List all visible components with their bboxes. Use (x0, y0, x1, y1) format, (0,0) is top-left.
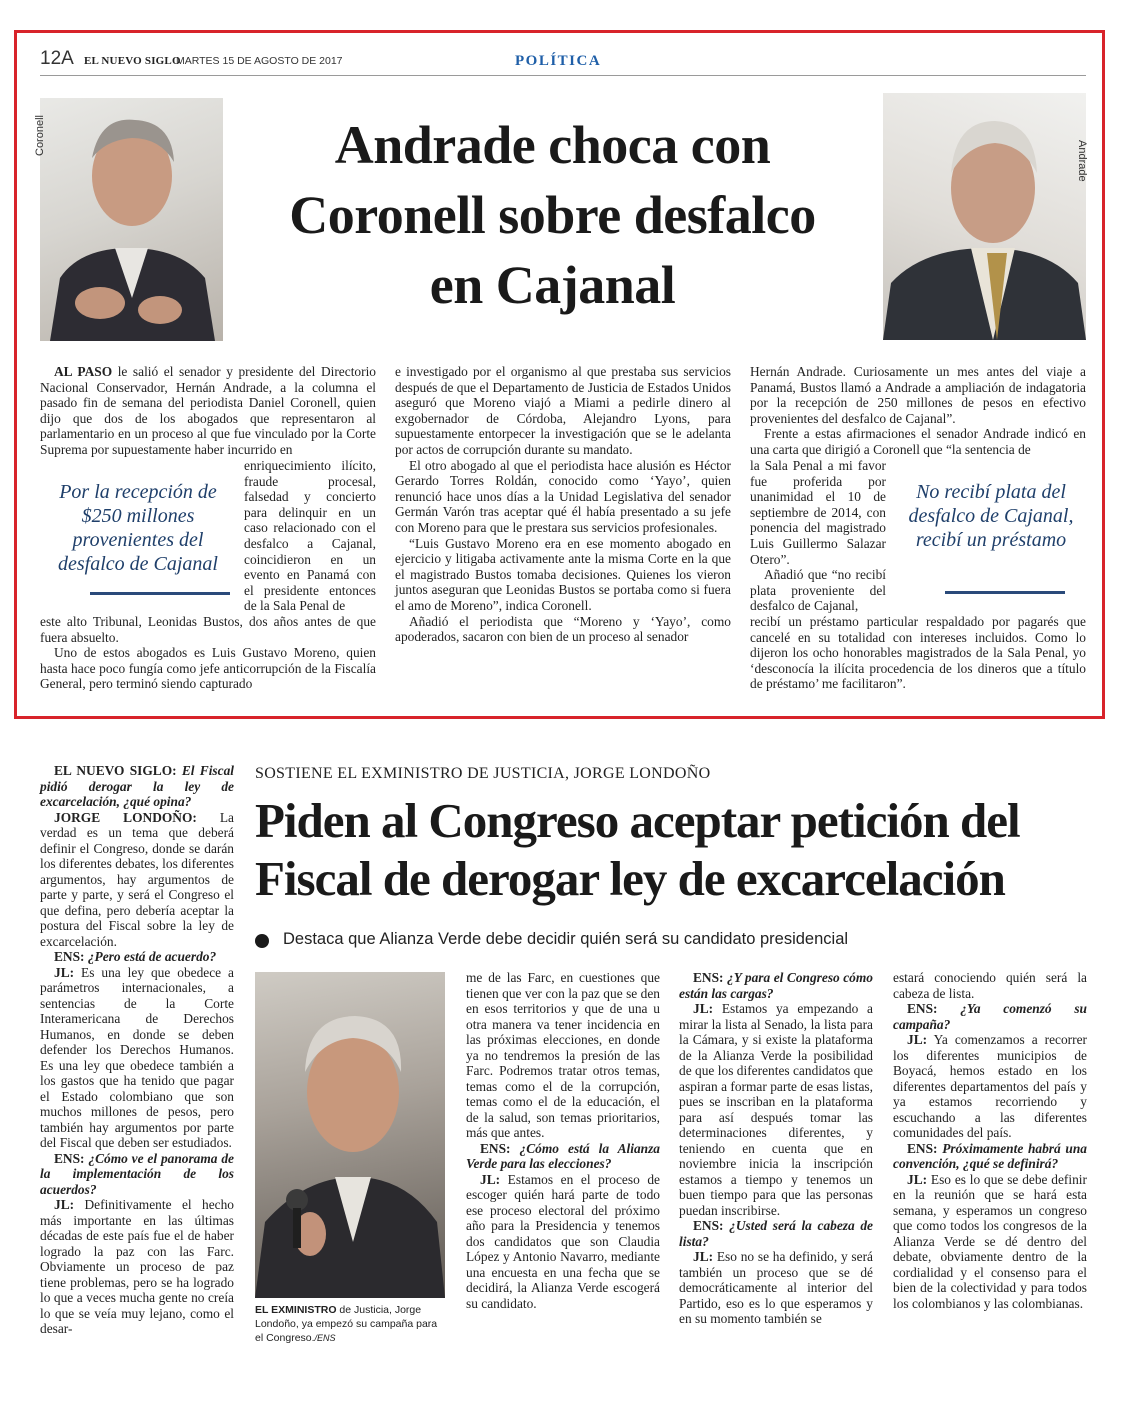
answer-text: Es una ley que obedece a parámetros internacionales, a sentencias de la Corte Interamericana de Derechos Humanos, en donde se deben defender los Derechos Humanos. Es una ley que obedece también a los gastos que ha tenido que pagar el Estado colombiano que son muchos millones de pesos, pero también hay argumentos por parte del Fiscal que deben ser estudiados. (40, 964, 234, 1150)
interview-col3 (679, 970, 873, 1327)
paragraph-text: este alto Tribunal, Leonidas Bustos, dos años antes de que fuera absuelto. (40, 614, 376, 645)
interview-question (893, 1001, 1087, 1032)
story2-subhead: Destaca que Alianza Verde debe decidir quién será su candidato presidencial (283, 930, 849, 948)
question-text: ¿Y para el Congreso cómo están las cargas? (679, 970, 873, 1001)
interview-col4 (893, 970, 1087, 1311)
speaker-label: ENS: (693, 1218, 724, 1233)
story1-col3-bottom (750, 614, 1086, 692)
interview-col2 (466, 970, 660, 1311)
photo-credit: /ENS (314, 1333, 336, 1343)
pullquote-right-rule (945, 591, 1065, 594)
interview-answer (679, 1001, 873, 1218)
paragraph-text: le salió el senador y presidente del Directorio Nacional Conservador, Hernán Andrade, a la columna el pasado fin de semana del periodista Daniel Coronell, quien dijo que dos de los abogados que representaron al parlamentario en un proceso al que fue vinculado por la Corte Suprema por supuestamente haber incurrido en (40, 364, 376, 457)
question-text: ¿Cómo está la Alianza Verde para las elecciones? (466, 1140, 660, 1171)
coronell-photo-image (40, 98, 223, 341)
interview-answer (679, 1249, 873, 1327)
paragraph-text: Hernán Andrade. Curiosamente un mes antes del viaje a Panamá, Bustos llamó a Andrade a ampliación de indagatoria por la recepción de 250 millones de pesos en efectivo provenientes del desfalco de Cajanal”. (750, 364, 1086, 426)
bullet-icon (255, 934, 269, 948)
speaker-label: ENS: (480, 1140, 511, 1156)
interview-question (679, 970, 873, 1001)
caption-text: de Justicia, Jorge Londoño, ya empezó su campaña para el Congreso. (255, 1304, 438, 1344)
story2-headline-line: Fiscal de derogar ley de excarcelación (255, 851, 1005, 906)
interview-question (40, 1151, 234, 1198)
interview-question (466, 1141, 660, 1172)
paragraph-text: Uno de estos abogados es Luis Gustavo Moreno, quien hasta hace poco fungía como jefe anticorrupción de la Fiscalía General, pero terminó siendo capturado (40, 645, 376, 692)
answer-text: La verdad es un tema que deberá definir el Congreso, donde se darán los diferentes debates, los diferentes argumentos, hay argumentos de parte y parte, y será el Congreso el que defina, pero debería aceptar la postura del Fiscal sobre la ley de excarcelación. (40, 809, 234, 949)
question-text: ¿Pero está de acuerdo? (84, 949, 217, 964)
andrade-photo (883, 93, 1086, 340)
interview-answer (893, 1172, 1087, 1312)
story1-col2 (395, 364, 731, 645)
pullquote-right: No recibí plata del desfalco de Cajanal, recibí un préstamo (908, 481, 1074, 551)
question-text: ¿Ya comenzó su campaña? (893, 1001, 1087, 1032)
story1-col1-bottom (40, 614, 376, 692)
question-text: ¿Cómo ve el panorama de la implementación de los acuerdos? (40, 1150, 234, 1197)
speaker-label: ENS: (54, 949, 85, 964)
pullquote-left: Por la recepción de $250 millones provenientes del desfalco de Cajanal (58, 481, 218, 575)
speaker-label: ENS: (907, 1140, 938, 1156)
interview-answer (40, 1197, 234, 1337)
paragraph-text: la Sala Penal a mi favor fue proferida por unanimidad el 10 de septiembre de 2014, con ponencia del magistrado Luis Guillermo Salazar Otero”. (750, 458, 886, 567)
paragraph-text: Frente a estas afirmaciones el senador Andrade indicó en una carta que dirigió a Coronell que “la sentencia de (750, 426, 1086, 457)
interview-answer (40, 810, 234, 950)
interview-col1 (40, 763, 234, 1337)
pullquote-left-rule (90, 592, 230, 595)
speaker-label: JL: (693, 1001, 714, 1016)
story1-col3-top (750, 364, 1086, 458)
interview-answer (40, 965, 234, 1151)
speaker-label: JL: (480, 1171, 501, 1187)
story2-kicker: SOSTIENE EL EXMINISTRO DE JUSTICIA, JORGE LONDOÑO (255, 765, 711, 782)
speaker-label: JL: (693, 1249, 714, 1264)
interview-question (40, 949, 234, 965)
question-text: El Fiscal pidió derogar la ley de excarcelación, ¿qué opina? (40, 763, 234, 809)
header-rule (40, 75, 1086, 76)
answer-text: Definitivamente el hecho más importante en las últimas décadas de este país fue el de haber logrado la paz con las Farc. Obviamente un proceso de paz tiene problemas, pero se ha logrado lo que a veces mucha gente no creía lo que se veía muy lejano, como el desar- (40, 1197, 234, 1336)
coronell-photo-caption: Coronell (34, 115, 46, 156)
story1-col1-narrow (244, 458, 376, 614)
section-label: POLÍTICA (515, 53, 602, 69)
answer-text: Eso no se ha definido, y será también un proceso que se dé democráticamente al interior del Partido, eso es lo que esperamos y en su momento también se (679, 1249, 873, 1326)
londono-photo-image (255, 972, 445, 1298)
story2-headline-line: Piden al Congreso aceptar petición del (255, 793, 1020, 848)
interview-question (893, 1141, 1087, 1172)
answer-continued: me de las Farc, en cuestiones que tienen que ver con la paz que se den en esos territorios y que de una u otra manera va tener incidencia en las próximas elecciones, en donde ya no tendremos la presión de las Farc. Podremos tratar otros temas, temas como el de la corrupción, temas como el de la educación, el de la salud, son temas prioritarios, más que antes. (466, 970, 660, 1140)
paragraph-text: El otro abogado al que el periodista hace alusión es Héctor Gerardo Torres Roldán, conocido como ‘Yayo’, quien renunció hace unos días a la Unidad Legislativa del senador Germán Varón tras aceptar qué él había presentado a su jefe con Moreno para que le prestara sus servicios profesionales. (395, 457, 731, 535)
andrade-photo-image (883, 93, 1086, 340)
story1-col1-top (40, 364, 376, 458)
story1-headline (230, 110, 875, 320)
interview-question (40, 763, 234, 810)
answer-text: Estamos ya empezando a mirar la lista al Senado, la lista para la Cámara, y si existe la plataforma de la Alianza Verde la posibilidad de que los diferentes candidatos que aspiran a formar parte de esas listas, pues se inscriban en la plataforma para así después tomar las determinaciones diferentes, y teniendo en cuenta que en noviembre inicia la inscripción estamos a tiempo y tenemos un buen tiempo para que las personas puedan inscribirse. (679, 1001, 873, 1218)
question-text: Próximamente habrá una convención, ¿qué se definirá? (893, 1140, 1087, 1171)
interview-answer (466, 1172, 660, 1312)
story1-headline-line: Coronell sobre desfalco (289, 185, 816, 245)
londono-photo (255, 972, 445, 1298)
page-number: 12A (40, 48, 74, 69)
story2-headline (255, 792, 1085, 908)
issue-date: MARTES 15 DE AGOSTO DE 2017 (176, 55, 343, 67)
speaker-label: EL NUEVO SIGLO: (54, 763, 177, 778)
story1-headline-line: en Cajanal (429, 255, 676, 315)
paragraph-text: Añadió que “no recibí plata proveniente del desfalco de Cajanal, (750, 567, 886, 614)
paragraph-text: enriquecimiento ilícito, fraude procesal, falsedad y concierto para delinquir en un caso relacionado con el desfalco a Cajanal, coincidieron en un evento en Panamá con el presidente entonces de la Sala Penal de (244, 458, 376, 614)
coronell-photo (40, 98, 223, 341)
speaker-label: ENS: (693, 970, 724, 985)
paragraph-text: recibí un préstamo particular respaldado por pagarés que cancelé en su totalidad con intereses incluidos. Como lo dijeron los ocho honorables magistrados de la Sala Penal, yo ‘desconocía la ilícita procedencia de los dineros que a título de préstamo’ me facilitaron”. (750, 614, 1086, 692)
caption-lead: EL EXMINISTRO (255, 1304, 337, 1316)
photo-caption (255, 1303, 445, 1345)
story1-headline-line: Andrade choca con (334, 115, 771, 175)
speaker-label: JORGE LONDOÑO: (54, 809, 197, 825)
answer-text: Estamos en el proceso de escoger quién hará parte de todo ese proceso electoral del próximo año para la Presidencia y tenemos dos candidatos que son Claudia López y Antonio Navarro, mediante una encuesta en una fecha que se decidirá, la Alianza Verde escogerá su candidato. (466, 1171, 660, 1311)
lead-in: AL PASO (54, 364, 113, 379)
answer-text: Eso es lo que se debe definir en la reunión que se hará esta semana, y esperamos un congreso que como todos los congresos de la Alianza Verde se dé dentro del debate, obviamente dentro de la cordialidad y el consenso para el bien de la colectividad y para todos los colombianos y las colombianas. (893, 1171, 1087, 1311)
newspaper-name: EL NUEVO SIGLO (84, 55, 181, 67)
andrade-photo-caption: Andrade (1076, 140, 1088, 182)
speaker-label: JL: (907, 1032, 928, 1047)
speaker-label: ENS: (54, 1150, 85, 1166)
paragraph-text: “Luis Gustavo Moreno era en ese momento abogado en ejercicio y litigaba activamente ante la misma Corte en la que el magistrado Bustos tomaba decisiones. Quienes los vieron juntos aseguran que Leonidas Bustos se portaba como si fuera el amo de Moreno”, indica Coronell. (395, 535, 731, 613)
question-text: ¿Usted será la cabeza de lista? (679, 1218, 873, 1249)
answer-continued: estará conociendo quién será la cabeza de lista. (893, 970, 1087, 1001)
speaker-label: JL: (907, 1171, 928, 1187)
paragraph-text: Añadió el periodista que “Moreno y ‘Yayo’, como apoderados, sacaron con bien de un proceso al senador (395, 613, 731, 645)
interview-answer (893, 1032, 1087, 1141)
speaker-label: JL: (54, 1197, 75, 1212)
answer-text: Ya comenzamos a recorrer los diferentes municipios de Boyacá, hemos estado en los diferentes departamentos del país y ya estamos recorriendo y escuchando a las diferentes comunidades del país. (893, 1032, 1087, 1140)
speaker-label: JL: (54, 964, 75, 980)
story1-col3-narrow (750, 458, 886, 614)
speaker-label: ENS: (907, 1001, 938, 1016)
paragraph-text: e investigado por el organismo al que prestaba sus servicios después de que el Departamento de Justicia de Estados Unidos aseguró que Moreno viajó a Miami a pedirle dinero al exgobernador de Córdoba, Alejandro Lyons, para supuestamente entorpecer la investigación que se le adelanta por actos de corrupción durante su mandato. (395, 364, 731, 457)
interview-question (679, 1218, 873, 1249)
